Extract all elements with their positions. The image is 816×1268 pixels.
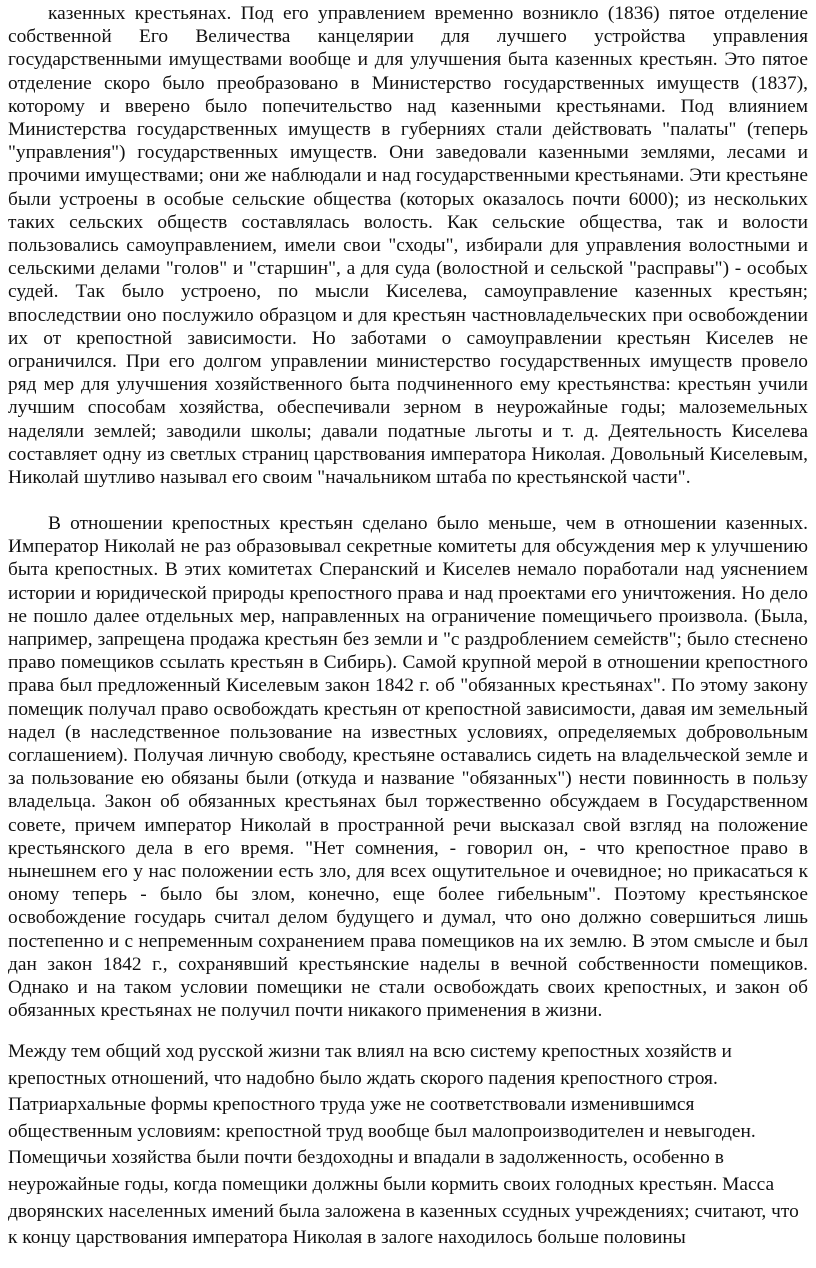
paragraph-serfs-obligated-peasants: В отношении крепостных крестьян сделано было меньше, чем в отношении казенных. Император Николай не раз образовывал секретные комитеты для обсуждения мер к улучшению быта крепостных. В этих комитетах Сперанский и Киселев немало поработали над уяснением истории и юридической природы крепостного права и над проектами его уничтожения. Но дело не пошло далее отдельных мер, направленных на ограничение помещичьего произвола. (Была, например, запрещена продажа крестьян без земли и "с раздроблением семейств"; было стеснено право помещиков ссылать крестьян в Сибирь). Самой крупной мерой в отношении крепостного права был предложенный Киселевым закон 1842 г. об "обязанных крестьянах". По этому закону помещик получал право освобождать крестьян от крепостной зависимости, давая им земельный надел (в наследственное пользование на известных условиях, определяемых добровольным соглашением). Получая личную свободу, крестьяне оставались сидеть на владельческой земле и за пользование ею обязаны были (откуда и название "обязанных") нести повинность в пользу владельца. Закон об обязанных крестьянах был торжественно обсуждаем в Государственном совете, причем император Николай в пространной речи высказал свой взгляд на положение крестьянского дела в его время. "Нет сомнения, - говорил он, - что крепостное право в нынешнем его у нас положении есть зло, для всех ощутительное и очевидное; но прикасаться к оному теперь - было бы злом, конечно, еще более гибельным". Поэтому крестьянское освобождение государь считал делом будущего и думал, что оно должно совершиться лишь постепенно и с непременным сохранением права помещиков на их землю. В этом смысле и был дан закон 1842 г., сохранявший крестьянские наделы в вечной собственности помещиков. Однако и на таком условии помещики не стали освобождать своих крепостных, и закон об обязанных крестьянах не получил почти никакого применения в жизни.: [8, 513, 808, 1022]
paragraph-state-peasants: казенных крестьянах. Под его управлением временно возникло (1836) пятое отделение собственной Его Величества канцелярии для лучшего устройства управления государственными имуществами вообще и для улучшения быта казенных крестьян. Это пятое отделение скоро было преобразовано в Министерство государственных имуществ (1837), которому и вверено было попечительство над казенными крестьянами. Под влиянием Министерства государственных имуществ в губерниях стали действовать "палаты" (теперь "управления") государственных имуществ. Они заведовали казенными землями, лесами и прочими имуществами; они же наблюдали и над государственными крестьянами. Эти крестьяне были устроены в особые сельские общества (которых оказалось почти 6000); из нескольких таких сельских обществ составлялась волость. Как сельские общества, так и волости пользовались самоуправлением, имели свои "сходы", избирали для управления волостными и сельскими делами "голов" и "старшин", а для суда (волостной и сельской "расправы") - особых судей. Так было устроено, по мысли Киселева, самоуправление казенных крестьян; впоследствии оно послужило образцом и для крестьян частновладельческих при освобождении их от крепостной зависимости. Но заботами о самоуправлении крестьян Киселев не ограничился. При его долгом управлении министерство государственных имуществ провело ряд мер для улучшения хозяйственного быта подчиненного ему крестьянства: крестьян учили лучшим способам хозяйства, обеспечивали зерном в неурожайные годы; малоземельных наделяли землей; заводили школы; давали податные льготы и т. д. Деятельность Киселева составляет одну из светлых страниц царствования императора Николая. Довольный Киселевым, Николай шутливо называл его своим "начальником штаба по крестьянской части".: [8, 3, 808, 489]
paragraph-serfdom-decline: Между тем общий ход русской жизни так влиял на всю систему крепостных хозяйств и крепостных отношений, что надобно было ждать скорого падения крепостного строя. Патриархальные формы крепостного труда уже не соответствовали изменившимся общественным условиям: крепостной труд вообще был малопроизводителен и невыгоден. Помещичьи хозяйства были почти бездоходны и впадали в задолженность, особенно в неурожайные годы, когда помещики должны были кормить своих голодных крестьян. Масса дворянских населенных имений была заложена в казенных ссудных учреждениях; считают, что к концу царствования императора Николая в залоге находилось больше половины: [8, 1041, 799, 1249]
